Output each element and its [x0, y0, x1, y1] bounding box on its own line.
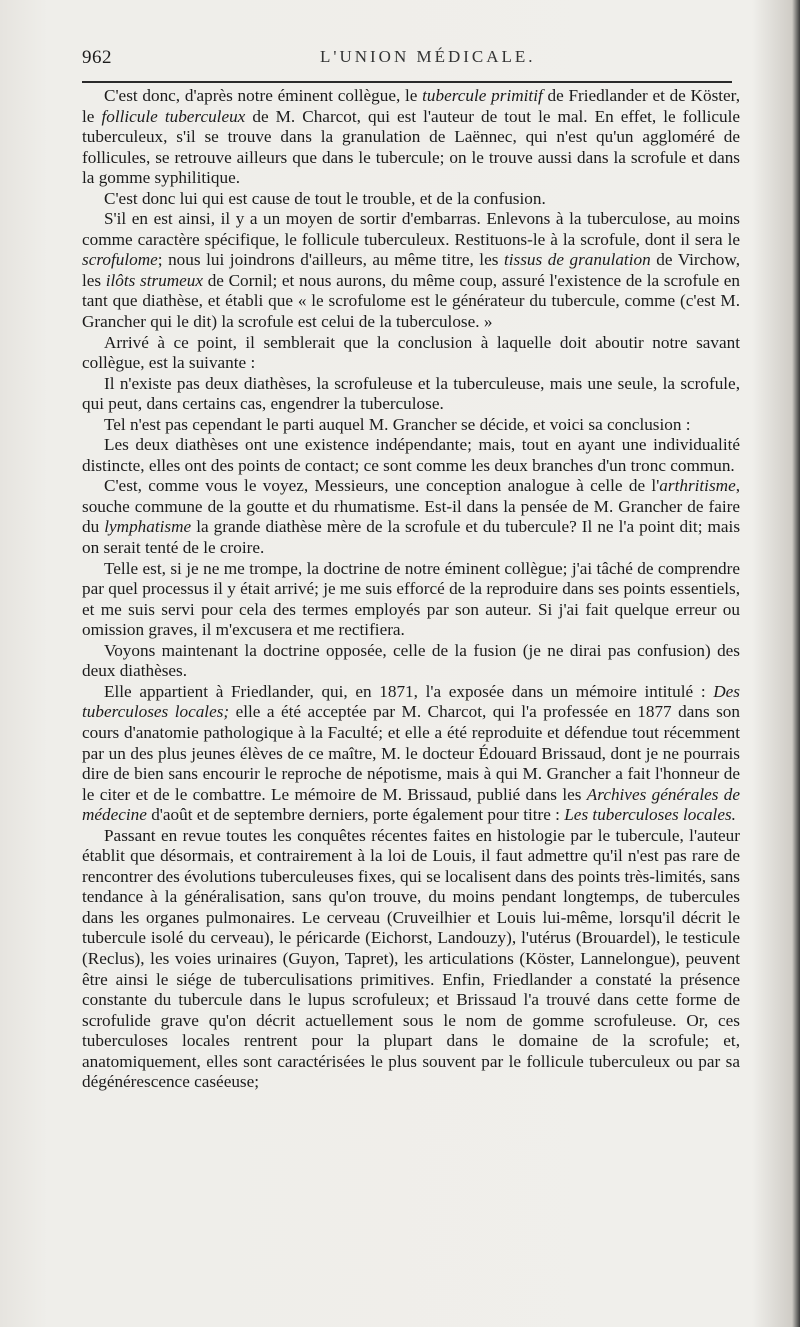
italic-text: ilôts strumeux [105, 270, 204, 290]
header-rule [82, 81, 732, 83]
paragraph [82, 333, 740, 374]
text-run: Les deux diathèses ont une existence indépendante; mais, tout en ayant une individualité distincte, elles ont des points de contact; ce sont comme les deux branches d'un tronc commun. [82, 435, 740, 475]
italic-text: arthritisme [659, 476, 736, 496]
text-run: de M. Charcot, qui est l'auteur de tout le mal. En effet, le follicule tuberculeux, s'il se trouve dans la granulation de Laënnec, qui n'est qu'un aggloméré de follicules, se retrouve ailleurs que dans le tubercule; on le trouve aussi dans la scrofule et dans la gomme syphilitique. [82, 106, 740, 188]
italic-text: follicule tuberculeux [101, 106, 246, 126]
text-run: Voyons maintenant la doctrine opposée, celle de la fusion (je ne dirai pas confusion) des deux diathèses. [82, 640, 740, 681]
text-run: de Cornil; et nous aurons, du même coup, assuré l'existence de la scrofule en tant que diathèse, et établi que « le scrofulome est le générateur du tubercule, comme (c'est M. Grancher qui le dit) la scrofule est celui de la tuberculose. » [82, 270, 740, 332]
italic-text: tissus de granulation [503, 250, 651, 270]
body-text [82, 86, 740, 1093]
text-run: elle a été acceptée par M. Charcot, qui l'a professée en 1877 dans son cours d'anatomie pathologique à la Faculté; et elle a été reproduite et défendue tout récemment par un des plus jeunes élèves de ce maître, M. le docteur Édouard Brissaud, dont je ne pourrais dire de bien sans encourir le reproche de népotisme, mais à qui M. Grancher a fait l'honneur de le citer et de le combattre. Le mémoire de M. Brissaud, publié dans les [82, 702, 740, 804]
text-run: de Friedlander et de Köster, le [82, 86, 740, 126]
text-run: de Virchow, les [82, 250, 740, 290]
text-run: ; nous lui joindrons d'ailleurs, au même titre, les [157, 250, 504, 270]
italic-text: scrofulome [82, 250, 158, 270]
paragraph [82, 86, 740, 189]
text-run: Tel n'est pas cependant le parti auquel M. Grancher se décide, et voici sa conclusion : [104, 414, 691, 434]
paragraph [82, 435, 740, 476]
paragraph [82, 189, 740, 210]
text-run: C'est donc, d'après notre éminent collègue, le [104, 86, 423, 105]
italic-text: Des tuberculoses locales; [82, 681, 740, 722]
italic-text: Les tuberculoses locales. [564, 805, 736, 825]
paragraph [82, 559, 740, 641]
italic-text: lymphatisme [104, 517, 192, 537]
text-run: C'est, comme vous le voyez, Messieurs, une conception analogue à celle de l' [104, 476, 660, 496]
paragraph [82, 641, 740, 682]
text-run: C'est donc lui qui est cause de tout le trouble, et de la confusion. [104, 188, 546, 208]
text-run: d'août et de septembre derniers, porte également pour titre : [146, 805, 565, 825]
paragraph [82, 209, 740, 332]
italic-text: tubercule primitif [422, 86, 543, 105]
paragraph [82, 682, 740, 826]
paragraph [82, 826, 740, 1093]
text-run: Passant en revue toutes les conquêtes récentes faites en histologie par le tubercule, l'auteur établit que désormais, et contrairement à la loi de Louis, il faut admettre qu'il n'est pas rare de rencontrer des évolutions tuberculeuses fixes, qui se localisent dans des points très-limités, sans tendance à la généralisation, sans qu'on trouve, du moins pendant longtemps, de tubercules dans les organes pulmonaires. Le cerveau (Cruveilhier et Louis lui-même, lorsqu'il décrit le tubercule isolé du cerveau), le péricarde (Eichorst, Landouzy), l'utérus (Brouardel), le testicule (Reclus), les voies urinaires (Guyon, Tapret), les articulations (Köster, Lannelongue), peuvent être ainsi le siége de tuberculisations primitives. Enfin, Friedlander a constaté la présence constante du tubercule dans le lupus scrofuleux; et Brissaud l'a trouvé dans cette forme de scrofulide grave qu'on décrit actuellement sous le nom de gomme scrofuleuse. Or, ces tuberculoses locales rentrent pour la plupart dans le domaine de la scrofule; et, anatomiquement, elles sont caractérisées le plus souvent par le follicule tuberculeux ou par sa dégénérescence caséeuse; [82, 825, 740, 1092]
running-head: L'UNION MÉDICALE. [320, 47, 536, 66]
italic-text: Archives générales de médecine [82, 784, 740, 825]
paragraph [82, 476, 740, 558]
text-run: Il n'existe pas deux diathèses, la scrofuleuse et la tuberculeuse, mais une seule, la scrofule, qui peut, dans certains cas, engendrer la tuberculose. [82, 373, 740, 414]
paragraph [82, 415, 740, 436]
text-run: , souche commune de la goutte et du rhumatisme. Est-il dans la pensée de M. Grancher de faire du [82, 476, 740, 537]
paragraph [82, 374, 740, 415]
page-number: 962 [82, 47, 112, 68]
text-run: S'il en est ainsi, il y a un moyen de sortir d'embarras. Enlevons à la tuberculose, au moins comme caractère spécifique, le follicule tuberculeux. Restituons-le à la scrofule, dont il sera le [82, 209, 740, 249]
text-run: Arrivé à ce point, il semblerait que la conclusion à laquelle doit aboutir notre savant collègue, est la suivante : [82, 332, 740, 373]
text-run: la grande diathèse mère de la scrofule et du tubercule? Il ne l'a point dit; mais on serait tenté de le croire. [82, 517, 741, 558]
text-run: Telle est, si je ne me trompe, la doctrine de notre éminent collègue; j'ai tâché de comprendre par quel processus il y était arrivé; je me suis efforcé de la reproduire dans ses points essentiels, et me suis servi pour cela des termes employés par son auteur. Si j'ai fait quelque erreur ou omission graves, il m'excusera et me rectifiera. [82, 558, 740, 640]
text-run: Elle appartient à Friedlander, qui, en 1871, l'a exposée dans un mémoire intitulé : [104, 681, 714, 701]
